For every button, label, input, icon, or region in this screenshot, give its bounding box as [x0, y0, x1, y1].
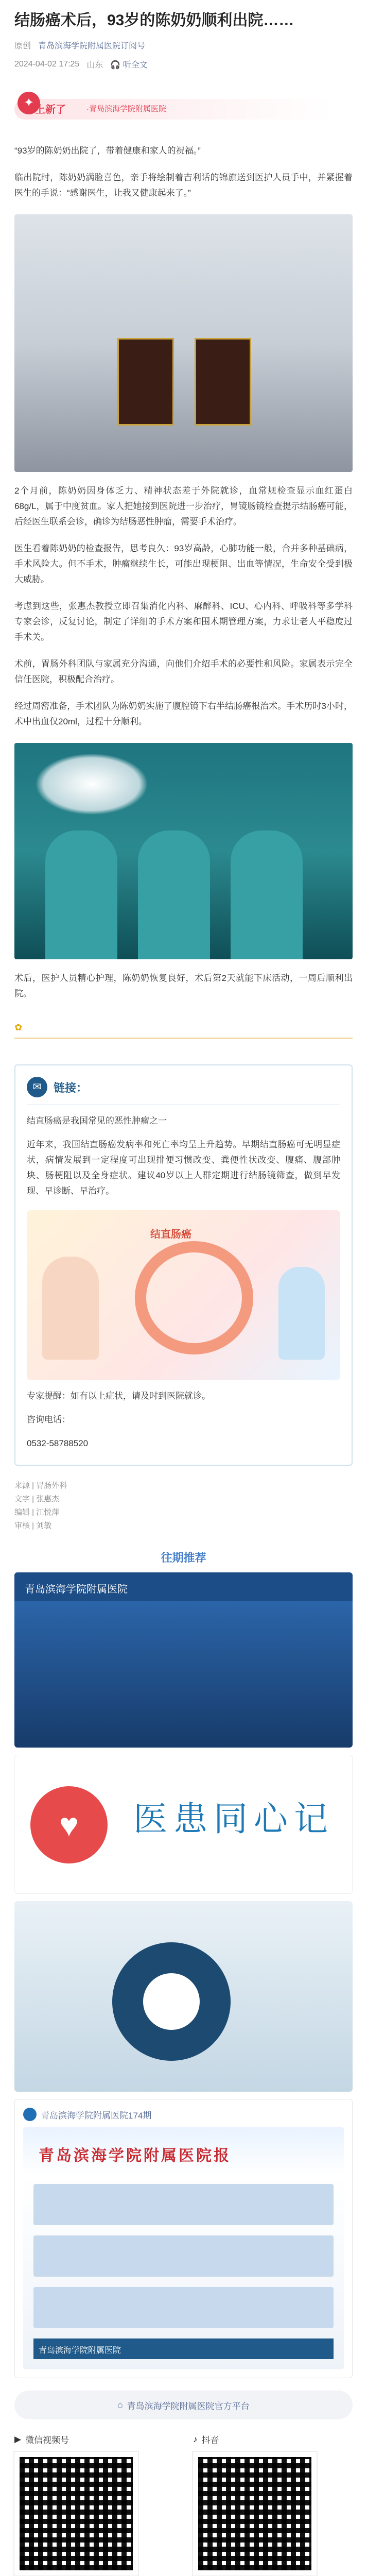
more-title: 往期推荐: [161, 1551, 206, 1564]
banner-subtitle: ·青岛滨海学院附属医院: [86, 105, 166, 113]
section-mark: ✿: [14, 1022, 23, 1032]
douyin-icon: ♪: [193, 2434, 198, 2444]
paragraph-2: 临出院时，陈奶奶满脸喜色，亲手将绘制着吉利话的锦旗送到医护人员手中，并紧握着医生的手说：“感谢医生，让我又健康起来了。”: [14, 173, 353, 198]
photo-award: [14, 214, 353, 472]
paragraph-6: 术前，胃肠外科团队与家属充分沟通，向他们介绍手术的必要性和风险。家属表示完全信任医院，积极配合治疗。: [14, 659, 353, 684]
card-label: 链接：: [54, 1081, 88, 1094]
credit-author: 文字 | 张惠杰: [14, 1495, 60, 1503]
qr-code-douyin: [193, 2452, 317, 2575]
chat-bubble-icon: ✉: [27, 1077, 47, 1097]
eye-icon: [112, 1942, 231, 2061]
qr-douyin-header: [193, 2433, 353, 2446]
listen-button[interactable]: [110, 58, 147, 70]
qr-douyin: [193, 2433, 353, 2575]
credit-reviewer: 审核 | 刘敏: [14, 1521, 52, 1530]
qr-video-channel: [14, 2433, 174, 2575]
official-platform-button[interactable]: [14, 2391, 353, 2419]
meta-location: 山东: [86, 61, 103, 70]
section-divider: [14, 1022, 353, 1054]
home-icon: ⌂: [117, 2400, 123, 2410]
qr-codes: [14, 2433, 353, 2575]
silk-banner-left: [117, 338, 174, 426]
newspaper-header-text: 青岛滨海学院附属医院174期: [41, 2110, 152, 2121]
photo-surgery: [14, 743, 353, 959]
recommend-tile-2[interactable]: [14, 1755, 353, 1894]
poster-strip: 青岛滨海学院附属医院: [33, 2338, 334, 2359]
knowledge-card: [14, 1064, 353, 1466]
meta-account-link[interactable]: 青岛滨海学院附属医院订阅号: [38, 42, 146, 50]
megaphone-icon: ✦: [18, 92, 40, 114]
hospital-newspaper-card[interactable]: [14, 2099, 353, 2378]
banner-badge: 上新了: [35, 104, 66, 115]
card-heading: 结直肠癌是我国常见的恶性肿瘤之一: [27, 1116, 167, 1126]
paragraph-4: 医生看着陈奶奶的检查报告，思考良久：93岁高龄，心肺功能一般，合并多种基础病，手术风险大。但不手术，肿瘤继续生长，可能出现梗阻、出血等情况，生命安全受到极大威胁。: [14, 544, 353, 584]
illustration-label: 结直肠癌: [150, 1229, 191, 1240]
card-header: [27, 1077, 340, 1097]
listen-label: 听全文: [123, 61, 148, 70]
paragraph-7: 经过周密准备，手术团队为陈奶奶实施了腹腔镜下右半结肠癌根治术。手术历时3小时，术中出血仅20ml，过程十分顺利。: [14, 701, 353, 726]
tile-2-title: 医患同心记: [133, 1800, 334, 1838]
hospital-logo-icon: [23, 2108, 37, 2121]
poster-name: 青岛滨海学院附属医院报: [39, 2147, 231, 2164]
paragraph-3: 2个月前，陈奶奶因身体乏力、精神状态差于外院就诊，血常规检查显示血红蛋白68g/L，属于中度贫血。家人把她接到医院进一步治疗，胃镜肠镜检查提示结肠癌可能，后经医生联系会诊，确诊为结肠恶性肿瘤，需要手术治疗。: [14, 486, 353, 527]
headphones-icon: 🎧: [110, 61, 121, 70]
article-meta: [14, 39, 353, 51]
article-meta-row2: [14, 58, 353, 70]
recommend-tile-3[interactable]: [14, 1901, 353, 2092]
meta-date: 2024-04-02 17:25: [14, 59, 80, 69]
doctor-figure-right: [278, 1267, 325, 1360]
credits: [14, 1479, 353, 1533]
newspaper-header: [23, 2108, 344, 2121]
heart-icon: ♥: [30, 1786, 108, 1863]
qr-douyin-label: 抖音: [201, 2435, 219, 2445]
colon-illustration: [27, 1210, 340, 1380]
paragraph-8: 术后，医护人员精心护理，陈奶奶恢复良好，术后第2天就能下床活动，一周后顺利出院。: [14, 973, 353, 998]
phone-line: [27, 1412, 340, 1428]
photo-people: [30, 302, 337, 456]
qr-video-header: [14, 2433, 174, 2446]
surgical-light: [35, 753, 148, 815]
video-channel-icon: ▶: [14, 2434, 22, 2444]
article-title: 结肠癌术后，93岁的陈奶奶顺利出院……: [14, 12, 294, 29]
qr-video-label: 微信视频号: [25, 2435, 69, 2445]
colon-shape: [135, 1241, 253, 1354]
newspaper-poster: [23, 2127, 344, 2369]
doctor-figure-left: [42, 1257, 99, 1360]
card-text: 近年来，我国结直肠癌发病率和死亡率均呈上升趋势。早期结直肠癌可无明显症状，病情发展到一定程度可出现排便习惯改变、粪便性状改变、腹痛、腹部肿块、肠梗阻以及全身症状。建议40岁以上人群定期进行结肠镜筛查，做到早发现、早诊断、早治疗。: [27, 1140, 340, 1196]
phone-label: 咨询电话：: [27, 1415, 71, 1425]
phone-number[interactable]: 0532-58788520: [27, 1438, 89, 1448]
section-banner: [14, 84, 353, 132]
recommend-tile-1[interactable]: [14, 1572, 353, 1748]
qr-code-video: [14, 2452, 138, 2575]
credit-editor: 编辑 | 江悦萍: [14, 1508, 60, 1517]
credit-source: 来源 | 胃肠外科: [14, 1481, 67, 1490]
consult-text: 专家提醒：如有以上症状，请及时到医院就诊。: [27, 1391, 211, 1401]
silk-banner-right: [195, 338, 251, 426]
meta-original: 原创: [14, 42, 31, 50]
official-platform-label: 青岛滨海学院附属医院官方平台: [127, 2401, 250, 2411]
paragraph-5: 考虑到这些，张惠杰教授立即召集消化内科、麻醉科、ICU、心内科、呼吸科等多学科专家会诊，反复讨论，制定了详细的手术方案和围术期管理方案，力求让老人平稳度过手术关。: [14, 601, 353, 642]
paragraph-1: “93岁的陈奶奶出院了，带着健康和家人的祝福。”: [14, 146, 201, 156]
tile-1-caption: 青岛滨海学院附属医院: [14, 1572, 353, 1601]
